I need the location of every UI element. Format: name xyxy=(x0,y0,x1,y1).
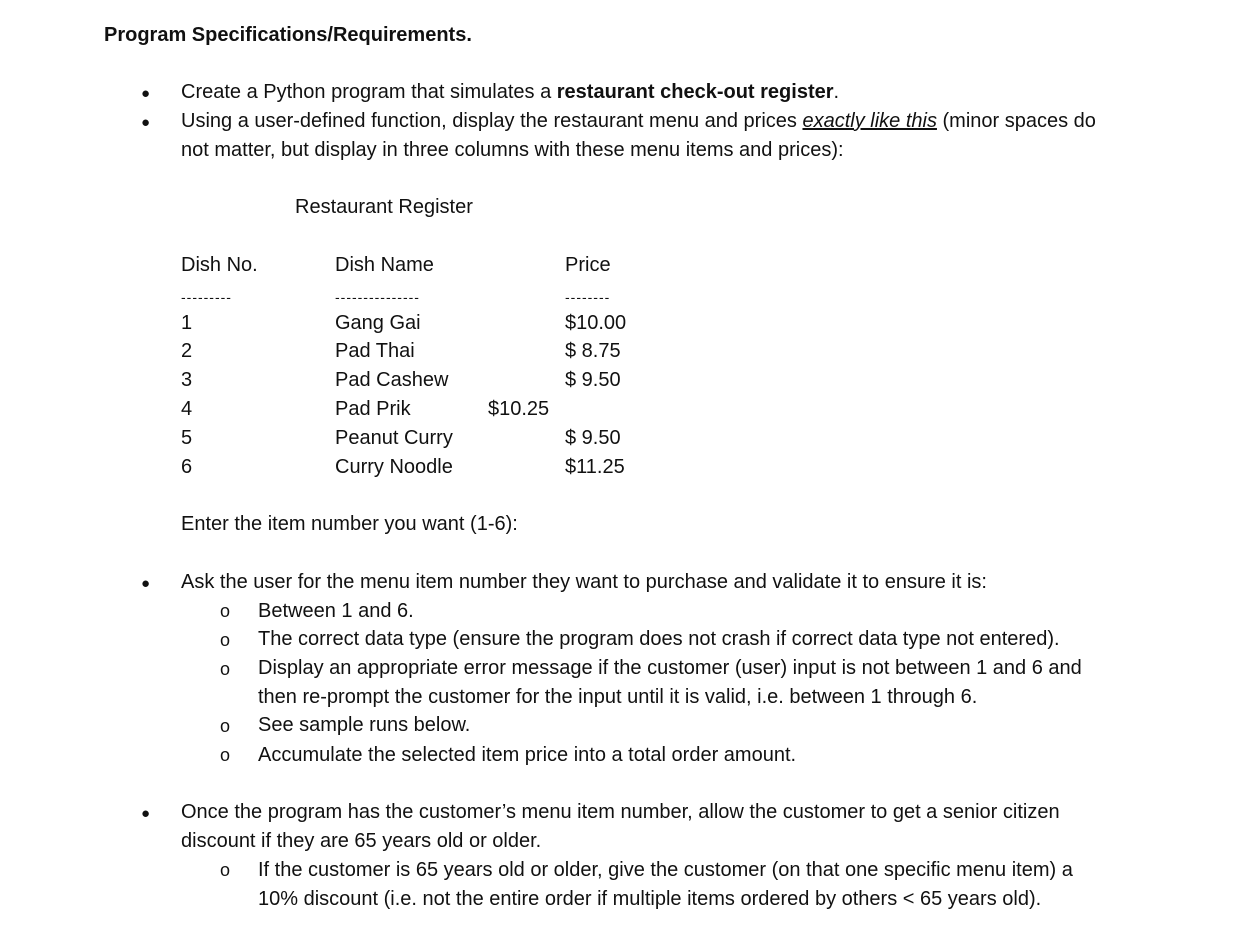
bold-phrase: restaurant check-out register xyxy=(556,81,834,103)
bullet-display-menu-line2: not matter, but display in three columns with these menu items and prices): xyxy=(181,139,844,161)
validation-item-continued: then re-prompt the customer for the input until it is valid, i.e. between 1 through 6. xyxy=(258,686,978,708)
menu-row-no: 1 xyxy=(181,312,193,334)
sub-bullet-icon: o xyxy=(220,630,231,650)
menu-row-name: Curry Noodle xyxy=(335,456,453,478)
menu-row-name: Peanut Curry xyxy=(335,427,453,449)
menu-title: Restaurant Register xyxy=(295,196,473,218)
header-dish-name: Dish Name xyxy=(335,254,434,276)
menu-row-price: $10.25 xyxy=(488,398,550,420)
bullet-icon: ● xyxy=(141,805,151,822)
bullet-icon: ● xyxy=(141,114,151,131)
bullet-text: . xyxy=(833,81,840,103)
menu-row-name: Pad Thai xyxy=(335,340,415,362)
menu-prompt: Enter the item number you want (1-6): xyxy=(181,513,518,535)
discount-item: If the customer is 65 years old or older, give the customer (on that one specific menu item) a xyxy=(258,859,1073,881)
sub-bullet-icon: o xyxy=(220,659,231,679)
validation-item: Accumulate the selected item price into a total order amount. xyxy=(258,744,797,766)
emphasis-phrase: exactly like this xyxy=(802,110,937,132)
validation-item: The correct data type (ensure the program does not crash if correct data type not entered). xyxy=(258,628,1060,650)
menu-row-price: $ 9.50 xyxy=(565,369,621,391)
dash-separator-name: --------------- xyxy=(335,289,420,305)
menu-row-no: 5 xyxy=(181,427,193,449)
sub-bullet-icon: o xyxy=(220,860,231,880)
menu-row-price: $11.25 xyxy=(565,456,625,478)
menu-row-name: Pad Prik xyxy=(335,398,411,420)
bullet-text: Using a user-defined function, display the restaurant menu and prices xyxy=(181,110,803,132)
bullet-display-menu xyxy=(181,107,1096,136)
bullet-validate-input: Ask the user for the menu item number they want to purchase and validate it to ensure it is: xyxy=(181,571,987,593)
menu-row-price: $ 9.50 xyxy=(565,427,621,449)
dash-separator-price: -------- xyxy=(565,289,611,305)
discount-item-continued: 10% discount (i.e. not the entire order if multiple items ordered by others < 65 years old). xyxy=(258,888,1042,910)
bullet-text: (minor spaces do xyxy=(936,110,1096,132)
validation-item: Display an appropriate error message if the customer (user) input is not between 1 and 6 and xyxy=(258,657,1082,679)
sub-bullet-icon: o xyxy=(220,601,231,621)
bullet-icon: ● xyxy=(141,85,151,102)
page-title: Program Specifications/Requirements. xyxy=(104,24,472,46)
menu-row-no: 3 xyxy=(181,369,193,391)
menu-row-price: $ 8.75 xyxy=(565,340,621,362)
menu-row-no: 6 xyxy=(181,456,193,478)
menu-row-no: 2 xyxy=(181,340,193,362)
header-dish-no: Dish No. xyxy=(181,254,258,276)
menu-row-no: 4 xyxy=(181,398,193,420)
menu-row-name: Gang Gai xyxy=(335,312,421,334)
validation-item: See sample runs below. xyxy=(258,714,471,736)
sub-bullet-icon: o xyxy=(220,745,231,765)
sub-bullet-icon: o xyxy=(220,716,231,736)
validation-item: Between 1 and 6. xyxy=(258,600,414,622)
bullet-icon: ● xyxy=(141,575,151,592)
header-price: Price xyxy=(565,254,611,276)
bullet-senior-discount: Once the program has the customer’s menu item number, allow the customer to get a senior citizen xyxy=(181,801,1060,823)
bullet-create-program xyxy=(181,78,839,107)
bullet-senior-discount-line2: discount if they are 65 years old or older. xyxy=(181,830,542,852)
menu-row-price: $10.00 xyxy=(565,312,627,334)
dash-separator-no: --------- xyxy=(181,289,232,305)
bullet-text: Create a Python program that simulates a xyxy=(181,81,557,103)
menu-row-name: Pad Cashew xyxy=(335,369,449,391)
